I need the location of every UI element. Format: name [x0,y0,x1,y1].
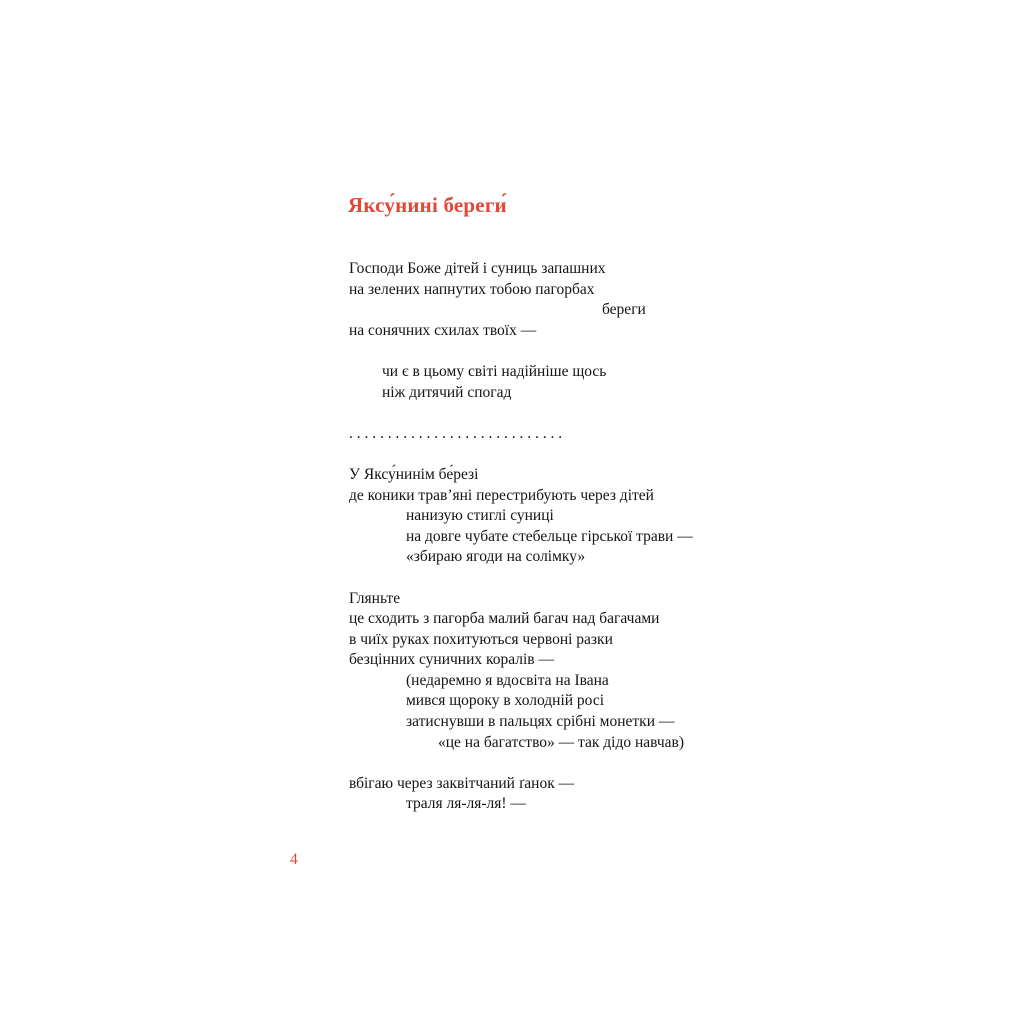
poem-body [349,259,693,815]
poem-line: У Яксу́нинім бе́резі [349,465,479,483]
stanza-gap [349,444,693,465]
poem-line: мився щороку в холодній росі [406,692,605,710]
stanza-gap [349,403,693,424]
stanza-gap [349,753,693,774]
poem-line: на довге чубате стебельце гірської трави — [406,527,693,545]
poem-line: на зелених напнутих тобою пагорбах [349,280,595,298]
stanza-gap [349,341,693,362]
poem-title: Яксу́нині береги́ [348,193,507,217]
poem-line: де коники трав’яні перестрибують через дітей [349,486,654,504]
stanza-gap [349,568,693,589]
poem-line: (недаремно я вдосвіта на Івана [406,671,609,689]
poem-line: ніж дитячий спогад [382,383,512,401]
dotted-separator: . . . . . . . . . . . . . . . . . . . . . . . . . . . . [349,424,563,442]
poem-line: береги [602,301,646,319]
poem-line: це сходить з пагорба малий багач над багачами [349,610,660,628]
poem-line: нанизую стиглі суниці [406,507,554,525]
poem-line: на сонячних схилах твоїх — [349,321,537,339]
poem-line: в чиїх руках похитуються червоні разки [349,630,613,648]
poem-line: Гляньте [349,589,401,607]
page-number: 4 [290,851,298,868]
poem-line: траля ля-ля-ля! — [406,795,526,813]
poem-line: «це на багатство» — так дідо навчав) [438,733,685,751]
poem-line: Господи Боже дітей і суниць запашних [349,260,606,277]
poem-line: вбігаю через заквітчаний ґанок — [349,774,575,792]
poem-line: безцінних суничних коралів — [349,651,555,669]
poem-line: «збираю ягоди на солімку» [406,548,586,566]
poem-line: чи є в цьому світі надійніше щось [382,362,607,380]
poem-line: затиснувши в пальцях срібні монетки — [406,713,675,731]
